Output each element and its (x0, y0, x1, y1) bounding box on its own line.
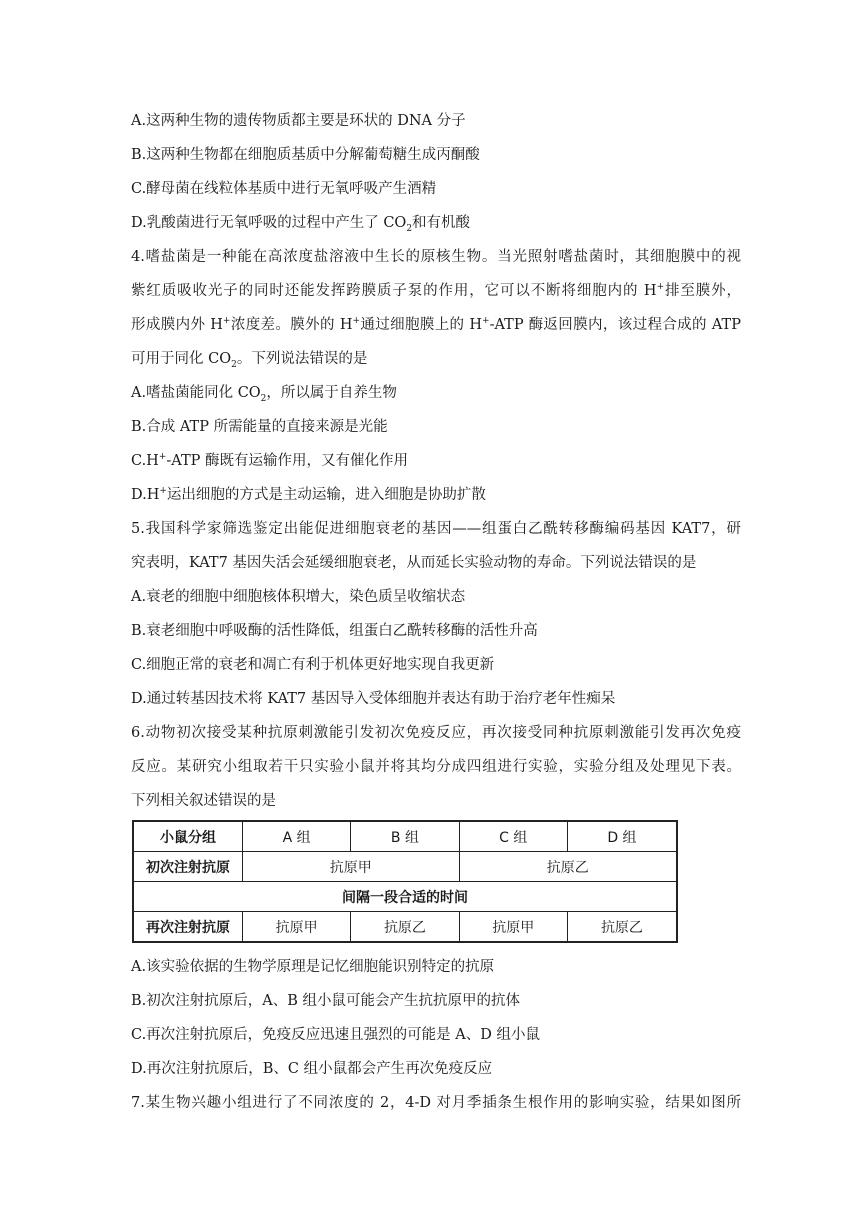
table-cell: 抗原乙 (567, 912, 677, 943)
table-cell: 抗原甲 (243, 912, 351, 943)
q4-stem-line-3: 形成膜内外 H+浓度差。膜外的 H+通过细胞膜上的 H+-ATP 酶返回膜内，该过程合成的 ATP (131, 316, 741, 333)
q6-option-a: A.该实验依据的生物学原理是记忆细胞能识别特定的抗原 (131, 959, 495, 975)
table-cell: 抗原甲 (243, 852, 460, 882)
q4-stem-line-4: 可用于同化 $CO_2$。下列说法错误的是 (131, 351, 368, 370)
q3-option-a: A.这两种生物的遗传物质都主要是环状的 DNA 分子 (131, 113, 466, 129)
q5-stem-line-1: 5.我国科学家筛选鉴定出能促进细胞衰老的基因——组蛋白乙酰转移酶编码基因 KAT7，研 (131, 521, 741, 537)
q4-stem-line-1: 4.嗜盐菌是一种能在高浓度盐溶液中生长的原核生物。当光照射嗜盐菌时，其细胞膜中的视 (131, 249, 741, 265)
q6-option-c: C.再次注射抗原后，免疫反应迅速且强烈的可能是 A、D 组小鼠 (131, 1027, 540, 1043)
table-interval-cell: 间隔一段合适的时间 (133, 882, 677, 912)
q5-option-a: A.衰老的细胞中细胞核体积增大，染色质呈收缩状态 (131, 589, 466, 605)
table-cell: A 组 (243, 821, 351, 852)
q6-stem-line-3: 下列相关叙述错误的是 (131, 793, 276, 809)
table-cell: B 组 (351, 821, 459, 852)
q3-option-b: B.这两种生物都在细胞质基质中分解葡萄糖生成丙酮酸 (131, 147, 480, 163)
q4-option-a: A.嗜盐菌能同化 $CO_2$，所以属于自养生物 (131, 385, 397, 404)
q6-option-d: D.再次注射抗原后，B、C 组小鼠都会产生再次免疫反应 (131, 1061, 493, 1077)
table-header-cell: 小鼠分组 (133, 821, 243, 852)
q4-option-c: C.H+-ATP 酶既有运输作用，又有催化作用 (131, 452, 409, 469)
q7-stem-line-1: 7.某生物兴趣小组进行了不同浓度的 2，4-D 对月季插条生根作用的影响实验，结果如图所 (131, 1095, 741, 1111)
q5-option-b: B.衰老细胞中呼吸酶的活性降低，组蛋白乙酰转移酶的活性升高 (131, 623, 538, 639)
table-cell: 抗原甲 (459, 912, 567, 943)
q5-option-d: D.通过转基因技术将 KAT7 基因导入受体细胞并表达有助于治疗老年性痴呆 (131, 691, 616, 707)
table-row (133, 852, 677, 882)
q6-option-b: B.初次注射抗原后，A、B 组小鼠可能会产生抗抗原甲的抗体 (131, 993, 520, 1009)
table-cell: D 组 (567, 821, 677, 852)
q4-option-b: B.合成 ATP 所需能量的直接来源是光能 (131, 419, 388, 435)
table-header-cell: 初次注射抗原 (133, 852, 243, 882)
q3-option-d: D.乳酸菌进行无氧呼吸的过程中产生了 $CO_2$和有机酸 (131, 215, 471, 234)
table-cell: 抗原乙 (351, 912, 459, 943)
table-row (133, 821, 677, 852)
table-row (133, 882, 677, 912)
experiment-table (132, 820, 678, 943)
table-cell: 抗原乙 (459, 852, 677, 882)
q3-option-c: C.酵母菌在线粒体基质中进行无氧呼吸产生酒精 (131, 181, 437, 197)
q4-stem-line-2: 紫红质吸收光子的同时还能发挥跨膜质子泵的作用，它可以不断将细胞内的 H+排至膜外， (131, 282, 741, 299)
q6-stem-line-1: 6.动物初次接受某种抗原刺激能引发初次免疫反应，再次接受同种抗原刺激能引发再次免疫 (131, 725, 741, 741)
table-header-cell: 再次注射抗原 (133, 912, 243, 943)
q4-option-d: D.H+运出细胞的方式是主动运输，进入细胞是协助扩散 (131, 486, 486, 503)
table-row (133, 912, 677, 943)
q6-stem-line-2: 反应。某研究小组取若干只实验小鼠并将其均分成四组进行实验，实验分组及处理见下表。 (131, 759, 741, 775)
q5-option-c: C.细胞正常的衰老和凋亡有利于机体更好地实现自我更新 (131, 657, 495, 673)
q5-stem-line-2: 究表明，KAT7 基因失活会延缓细胞衰老，从而延长实验动物的寿命。下列说法错误的是 (131, 555, 697, 571)
table-cell: C 组 (459, 821, 567, 852)
